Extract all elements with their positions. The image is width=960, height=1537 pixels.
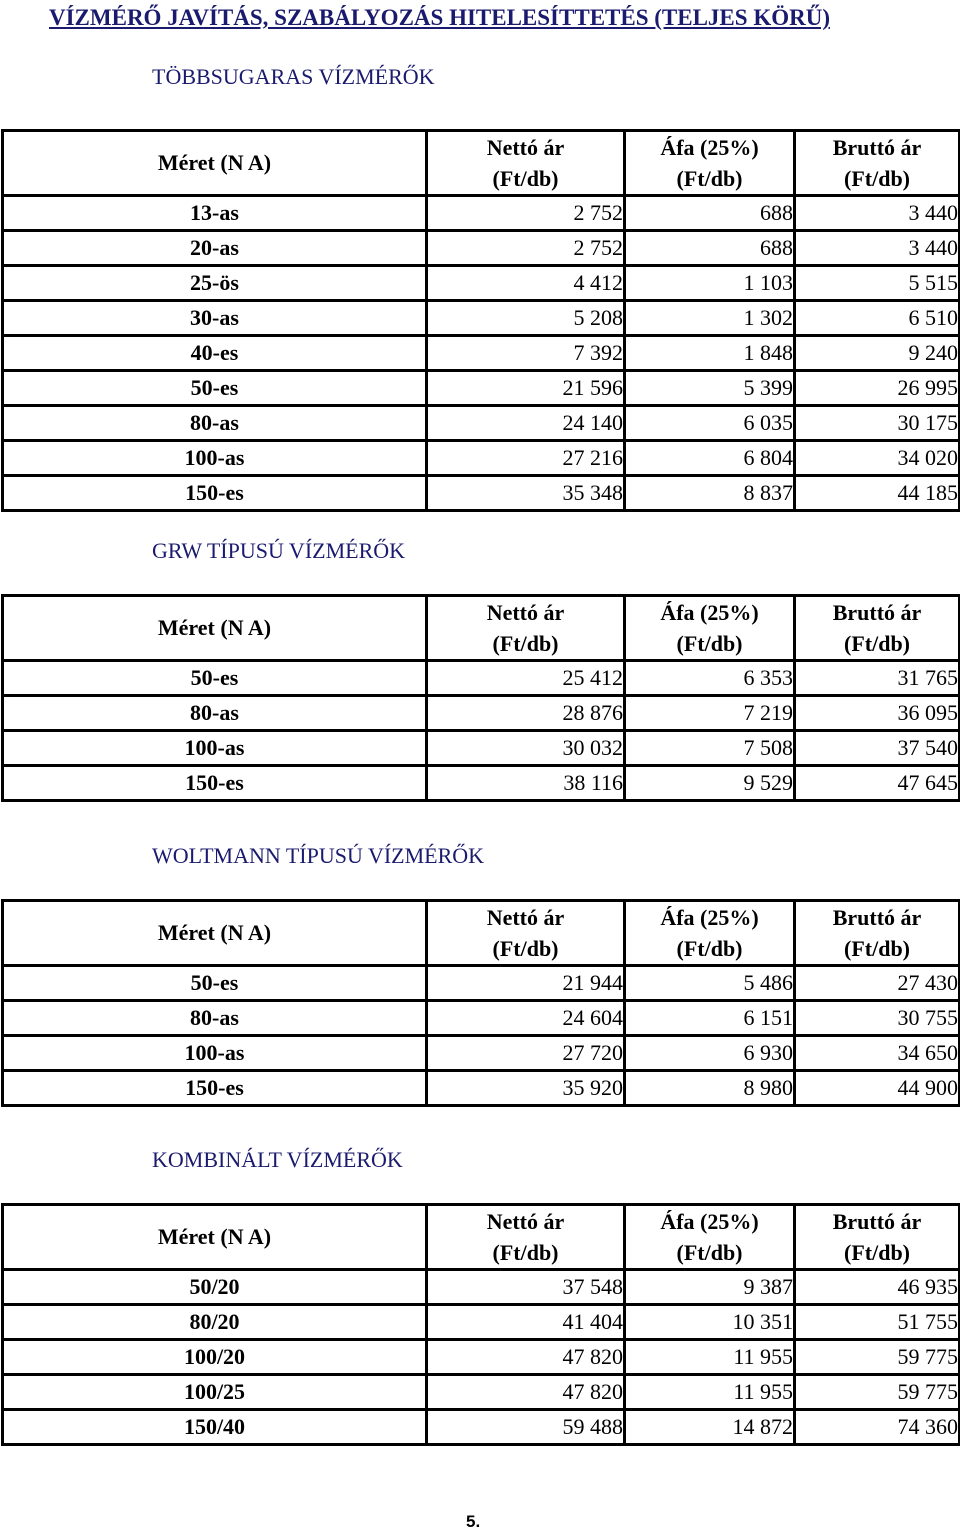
net-price-cell: 2 752 — [427, 196, 625, 231]
size-cell: 50-es — [3, 661, 427, 696]
header-gross-label: Bruttó ár — [832, 600, 922, 625]
column-header-gross-price — [795, 1205, 960, 1270]
table-row — [3, 731, 960, 766]
table-row — [3, 441, 960, 476]
column-header-net-price — [427, 131, 625, 196]
table-header-row — [3, 901, 960, 966]
size-cell: 20-as — [3, 231, 427, 266]
gross-price-cell: 37 540 — [795, 731, 960, 766]
vat-cell: 10 351 — [625, 1305, 795, 1340]
header-size-label: Méret (N A) — [157, 920, 272, 945]
column-header-gross-price — [795, 131, 960, 196]
header-unit-label: (Ft/db) — [844, 936, 910, 961]
net-price-cell: 25 412 — [427, 661, 625, 696]
net-price-cell: 27 216 — [427, 441, 625, 476]
table-row — [3, 371, 960, 406]
net-price-cell: 30 032 — [427, 731, 625, 766]
table-row — [3, 476, 960, 511]
vat-cell: 688 — [625, 196, 795, 231]
header-unit-label: (Ft/db) — [492, 166, 559, 191]
net-price-cell: 21 944 — [427, 966, 625, 1001]
size-cell: 100/25 — [3, 1375, 427, 1410]
column-header-gross-price — [795, 901, 960, 966]
column-header-size — [3, 901, 427, 966]
vat-cell: 11 955 — [625, 1375, 795, 1410]
size-cell: 100-as — [3, 441, 427, 476]
size-cell: 100/20 — [3, 1340, 427, 1375]
net-price-cell: 5 208 — [427, 301, 625, 336]
header-vat-label: Áfa (25%) — [660, 600, 759, 625]
gross-price-cell: 26 995 — [795, 371, 960, 406]
header-unit-label: (Ft/db) — [492, 631, 559, 656]
column-header-gross-price — [795, 596, 960, 661]
gross-price-cell: 51 755 — [795, 1305, 960, 1340]
price-table-woltmann — [1, 899, 960, 1107]
price-table-combined — [1, 1203, 960, 1446]
gross-price-cell: 3 440 — [795, 196, 960, 231]
gross-price-cell: 9 240 — [795, 336, 960, 371]
size-cell: 150-es — [3, 766, 427, 801]
gross-price-cell: 34 020 — [795, 441, 960, 476]
gross-price-cell: 36 095 — [795, 696, 960, 731]
column-header-vat — [625, 901, 795, 966]
size-cell: 50-es — [3, 966, 427, 1001]
size-cell: 30-as — [3, 301, 427, 336]
net-price-cell: 47 820 — [427, 1375, 625, 1410]
vat-cell: 14 872 — [625, 1410, 795, 1445]
size-cell: 100-as — [3, 731, 427, 766]
column-header-net-price — [427, 596, 625, 661]
header-size-label: Méret (N A) — [157, 150, 272, 175]
column-header-vat — [625, 596, 795, 661]
table-row — [3, 1305, 960, 1340]
column-header-net-price — [427, 901, 625, 966]
net-price-cell: 35 348 — [427, 476, 625, 511]
header-gross-label: Bruttó ár — [832, 135, 922, 160]
header-unit-label: (Ft/db) — [676, 1240, 743, 1265]
table-row — [3, 266, 960, 301]
vat-cell: 8 837 — [625, 476, 795, 511]
table-header-row — [3, 596, 960, 661]
header-vat-label: Áfa (25%) — [660, 1209, 759, 1234]
table-row — [3, 766, 960, 801]
size-cell: 100-as — [3, 1036, 427, 1071]
net-price-cell: 4 412 — [427, 266, 625, 301]
net-price-cell: 41 404 — [427, 1305, 625, 1340]
net-price-cell: 7 392 — [427, 336, 625, 371]
size-cell: 25-ös — [3, 266, 427, 301]
section-heading-multijet: TÖBBSUGARAS VÍZMÉRŐK — [152, 64, 435, 89]
vat-cell: 11 955 — [625, 1340, 795, 1375]
vat-cell: 6 035 — [625, 406, 795, 441]
table-row — [3, 1071, 960, 1106]
page-title: VÍZMÉRŐ JAVÍTÁS, SZABÁLYOZÁS HITELESÍTTETÉS (TELJES KÖRŰ) — [49, 5, 830, 30]
net-price-cell: 35 920 — [427, 1071, 625, 1106]
vat-cell: 1 302 — [625, 301, 795, 336]
gross-price-cell: 44 900 — [795, 1071, 960, 1106]
size-cell: 150-es — [3, 476, 427, 511]
vat-cell: 9 387 — [625, 1270, 795, 1305]
table-row — [3, 1340, 960, 1375]
section-heading-combined: KOMBINÁLT VÍZMÉRŐK — [152, 1147, 403, 1172]
table-row — [3, 696, 960, 731]
table-row — [3, 661, 960, 696]
net-price-cell: 37 548 — [427, 1270, 625, 1305]
net-price-cell: 24 604 — [427, 1001, 625, 1036]
size-cell: 80-as — [3, 1001, 427, 1036]
header-net-label: Nettó ár — [486, 600, 565, 625]
vat-cell: 5 399 — [625, 371, 795, 406]
table-row — [3, 1375, 960, 1410]
table-row — [3, 231, 960, 266]
page-number: 5. — [466, 1512, 481, 1531]
size-cell: 80-as — [3, 406, 427, 441]
header-net-label: Nettó ár — [486, 135, 565, 160]
gross-price-cell: 47 645 — [795, 766, 960, 801]
header-unit-label: (Ft/db) — [844, 166, 910, 191]
net-price-cell: 21 596 — [427, 371, 625, 406]
vat-cell: 5 486 — [625, 966, 795, 1001]
table-row — [3, 1036, 960, 1071]
table-row — [3, 1410, 960, 1445]
header-size-label: Méret (N A) — [157, 615, 272, 640]
gross-price-cell: 5 515 — [795, 266, 960, 301]
column-header-net-price — [427, 1205, 625, 1270]
header-unit-label: (Ft/db) — [844, 631, 910, 656]
gross-price-cell: 74 360 — [795, 1410, 960, 1445]
gross-price-cell: 6 510 — [795, 301, 960, 336]
gross-price-cell: 30 175 — [795, 406, 960, 441]
header-vat-label: Áfa (25%) — [660, 135, 759, 160]
net-price-cell: 2 752 — [427, 231, 625, 266]
vat-cell: 9 529 — [625, 766, 795, 801]
vat-cell: 1 103 — [625, 266, 795, 301]
header-size-label: Méret (N A) — [157, 1224, 272, 1249]
size-cell: 150/40 — [3, 1410, 427, 1445]
gross-price-cell: 46 935 — [795, 1270, 960, 1305]
table-row — [3, 1001, 960, 1036]
header-unit-label: (Ft/db) — [492, 936, 559, 961]
net-price-cell: 24 140 — [427, 406, 625, 441]
table-header-row — [3, 131, 960, 196]
vat-cell: 6 151 — [625, 1001, 795, 1036]
size-cell: 50-es — [3, 371, 427, 406]
column-header-size — [3, 596, 427, 661]
size-cell: 80-as — [3, 696, 427, 731]
vat-cell: 6 353 — [625, 661, 795, 696]
header-unit-label: (Ft/db) — [676, 936, 743, 961]
table-row — [3, 966, 960, 1001]
header-net-label: Nettó ár — [486, 905, 565, 930]
price-table-grw — [1, 594, 960, 802]
section-heading-grw: GRW TÍPUSÚ VÍZMÉRŐK — [152, 538, 406, 563]
table-header-row — [3, 1205, 960, 1270]
header-gross-label: Bruttó ár — [832, 1209, 922, 1234]
column-header-size — [3, 1205, 427, 1270]
gross-price-cell: 59 775 — [795, 1340, 960, 1375]
vat-cell: 6 930 — [625, 1036, 795, 1071]
gross-price-cell: 3 440 — [795, 231, 960, 266]
section-heading-woltmann: WOLTMANN TÍPUSÚ VÍZMÉRŐK — [152, 843, 485, 868]
size-cell: 40-es — [3, 336, 427, 371]
table-row — [3, 1270, 960, 1305]
size-cell: 80/20 — [3, 1305, 427, 1340]
header-unit-label: (Ft/db) — [676, 631, 743, 656]
header-unit-label: (Ft/db) — [492, 1240, 559, 1265]
table-row — [3, 406, 960, 441]
table-row — [3, 196, 960, 231]
column-header-vat — [625, 131, 795, 196]
header-unit-label: (Ft/db) — [844, 1240, 910, 1265]
net-price-cell: 27 720 — [427, 1036, 625, 1071]
gross-price-cell: 34 650 — [795, 1036, 960, 1071]
gross-price-cell: 59 775 — [795, 1375, 960, 1410]
net-price-cell: 47 820 — [427, 1340, 625, 1375]
price-table-multijet — [1, 129, 960, 512]
net-price-cell: 38 116 — [427, 766, 625, 801]
size-cell: 150-es — [3, 1071, 427, 1106]
table-row — [3, 301, 960, 336]
vat-cell: 7 219 — [625, 696, 795, 731]
header-unit-label: (Ft/db) — [676, 166, 743, 191]
header-gross-label: Bruttó ár — [832, 905, 922, 930]
gross-price-cell: 31 765 — [795, 661, 960, 696]
column-header-size — [3, 131, 427, 196]
column-header-vat — [625, 1205, 795, 1270]
header-net-label: Nettó ár — [486, 1209, 565, 1234]
net-price-cell: 59 488 — [427, 1410, 625, 1445]
vat-cell: 7 508 — [625, 731, 795, 766]
size-cell: 13-as — [3, 196, 427, 231]
size-cell: 50/20 — [3, 1270, 427, 1305]
gross-price-cell: 27 430 — [795, 966, 960, 1001]
header-vat-label: Áfa (25%) — [660, 905, 759, 930]
vat-cell: 8 980 — [625, 1071, 795, 1106]
vat-cell: 688 — [625, 231, 795, 266]
vat-cell: 6 804 — [625, 441, 795, 476]
net-price-cell: 28 876 — [427, 696, 625, 731]
gross-price-cell: 30 755 — [795, 1001, 960, 1036]
gross-price-cell: 44 185 — [795, 476, 960, 511]
table-row — [3, 336, 960, 371]
vat-cell: 1 848 — [625, 336, 795, 371]
